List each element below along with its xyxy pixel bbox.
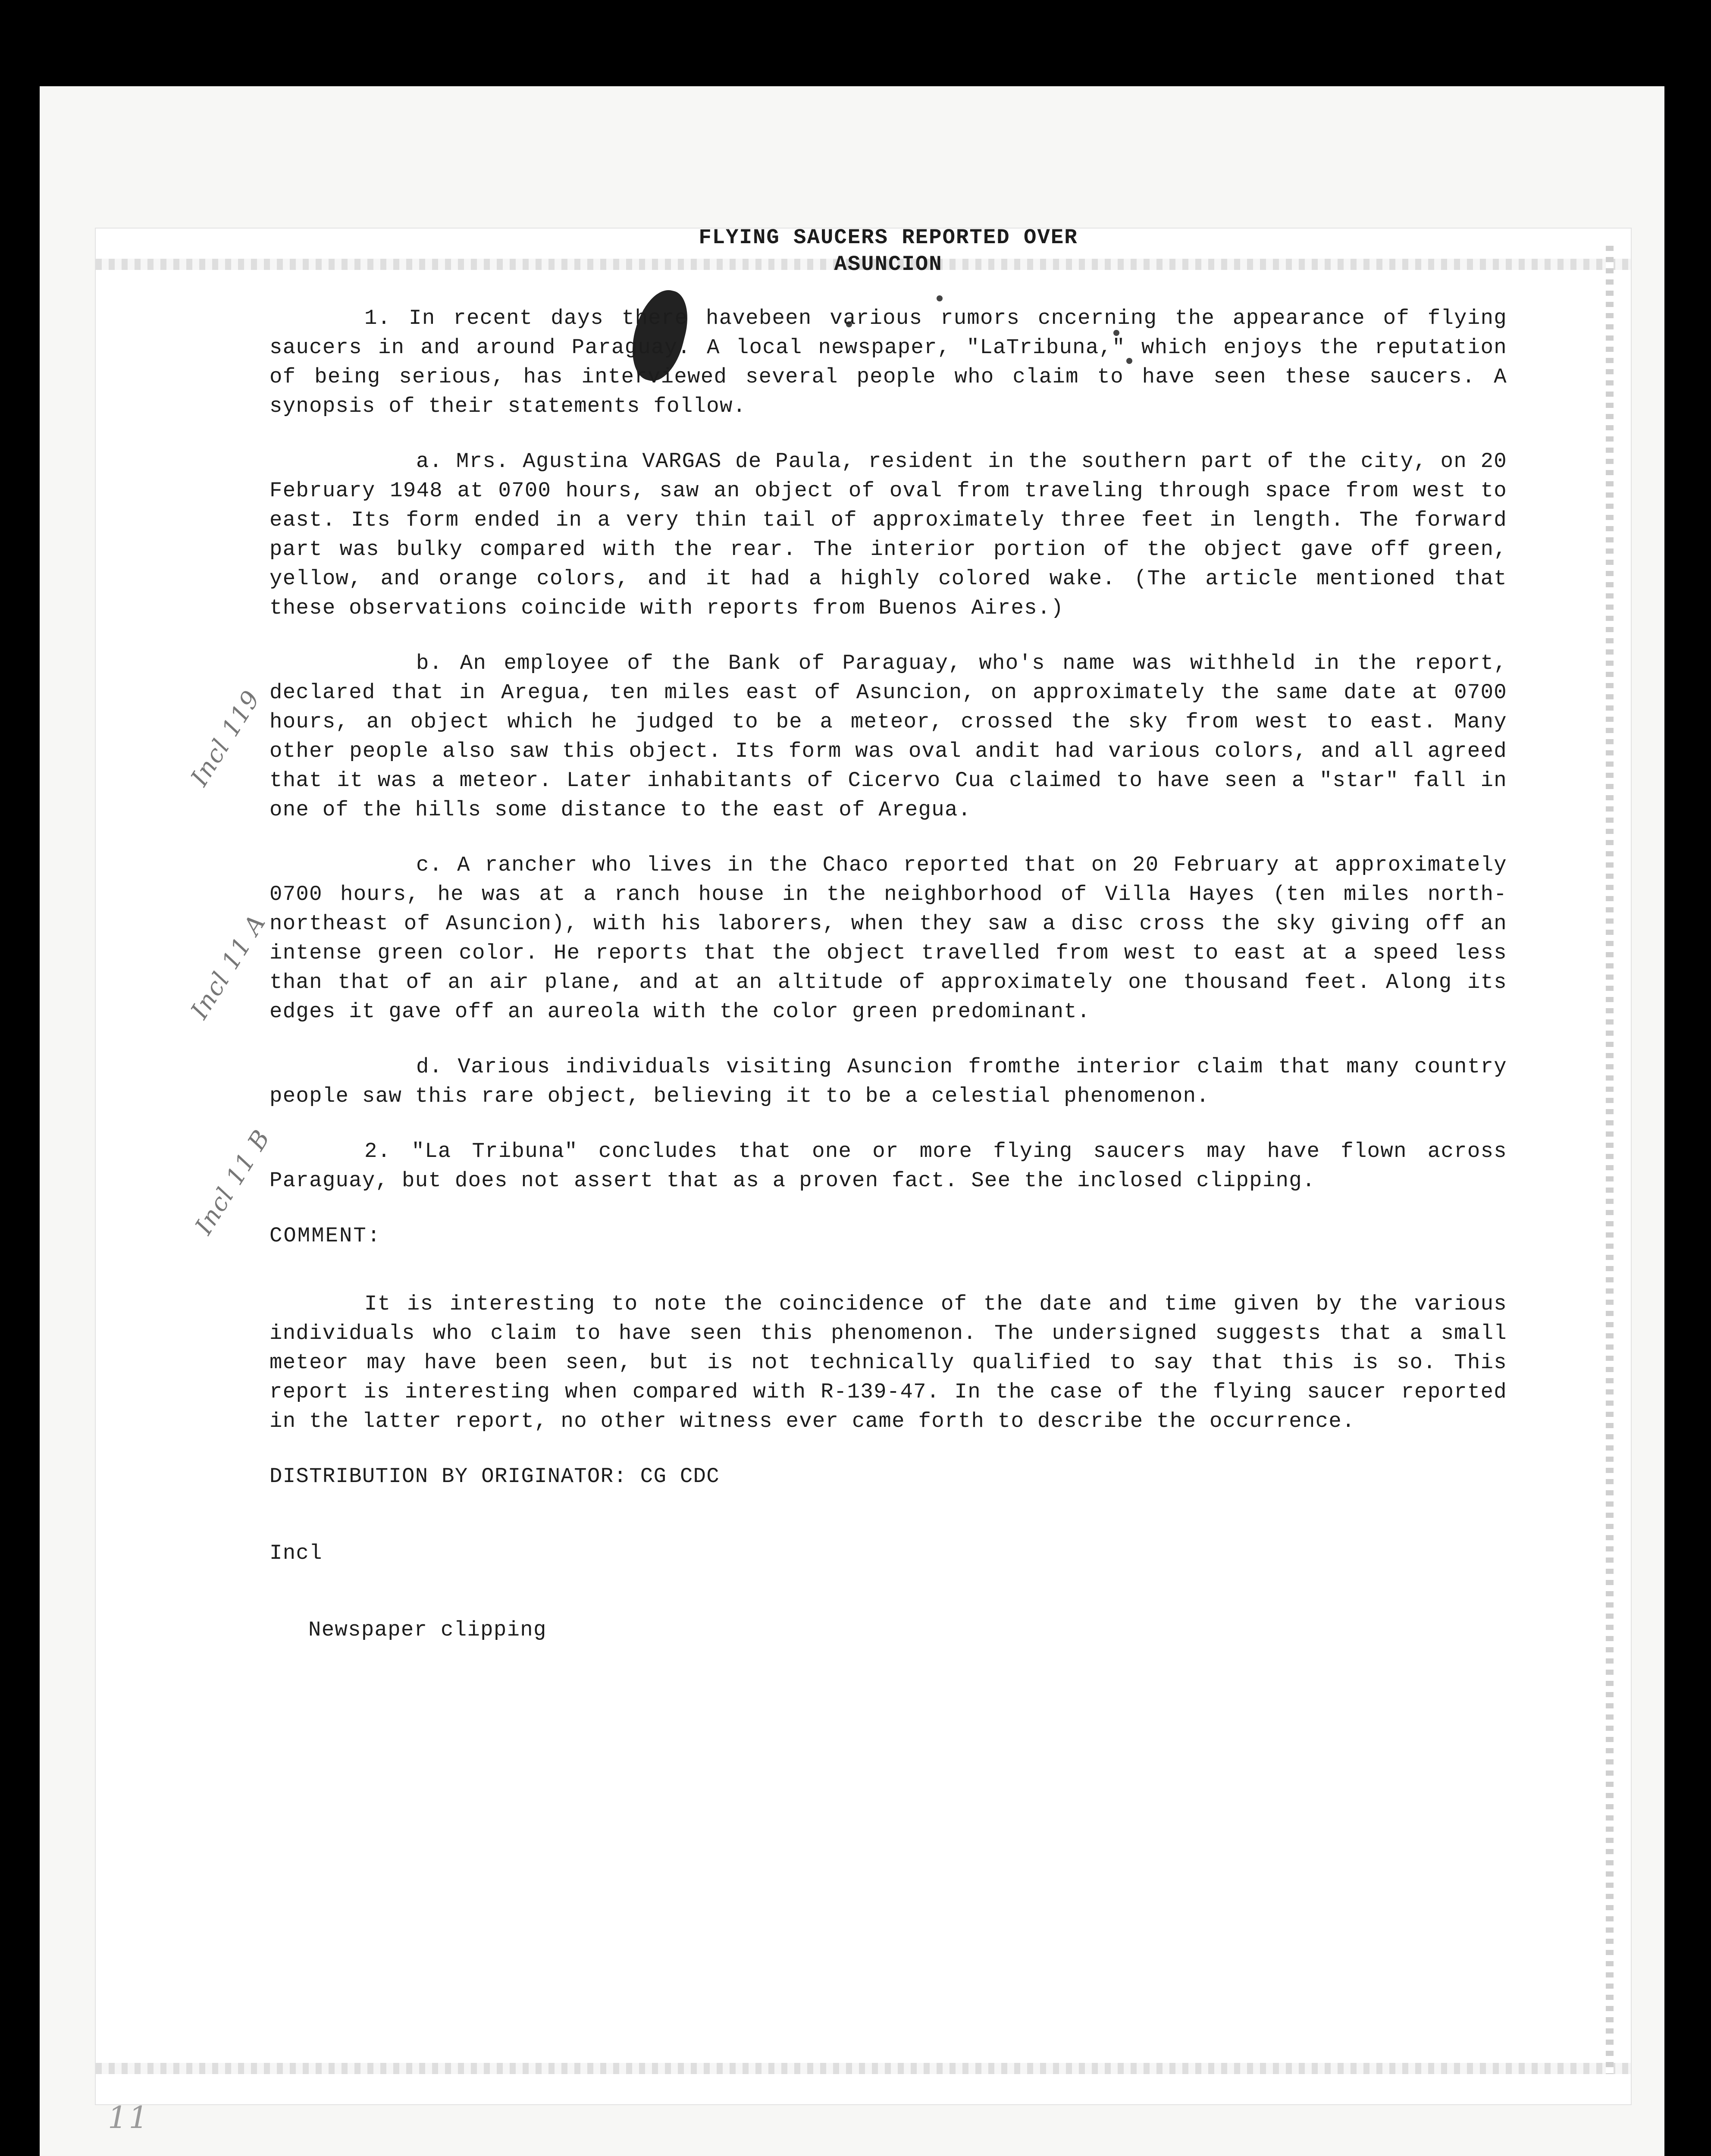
handwritten-bottom-mark: 11 (108, 2100, 150, 2135)
comment-label: COMMENT: (269, 1224, 382, 1248)
comment-text: It is interesting to note the coincidence of the date and time given by the various individuals who claim to have seen this phenomenon. The undersigned suggests that a small meteor may have been seen, but is not technically qualified to say that this is so. This report is interesting when compared with R-139-47. In the case of the flying saucer reported in the latter report, no other witness ever came forth to describe the occurrence. (269, 1292, 1507, 1433)
paragraph-2: 2. "La Tribuna" concludes that one or more flying saucers may have flown across Paraguay, but does not assert that as a proven fact. See the inclosed clipping. (269, 1139, 1507, 1193)
handwritten-note-incl-11a: Incl 11 A (185, 909, 272, 1024)
paragraph-a: a. Mrs. Agustina VARGAS de Paula, resident in the southern part of the city, on 20 February 1948 at 0700 hours, saw an object of oval from traveling through space from west to east. Its form ended in a very thin tail of approximately three feet in length. The forward part was bulky compared with the rear. The interior portion of the object gave off green, yellow, and orange colors, and it had a highly colored wake. (The article mentioned that these observations coincide with reports from Buenos Aires.) (269, 449, 1507, 620)
paragraph-c: c. A rancher who lives in the Chaco reported that on 20 February at approximately 0700 hours, he was at a ranch house in the neighborhood of Villa Hayes (ten miles north-northeast of Asuncion), with his laborers, when they saw a disc cross the sky giving off an intense green color. He reports that the object travelled from west to east at a speed less than that of an air plane, and at an altitude of approximately one thousand feet. Along its edges it gave off an aureola with the color green predominant. (269, 853, 1507, 1024)
handwritten-note-incl-11b: Incl 11 B (190, 1125, 276, 1240)
handwritten-note-incl-119: Incl 119 (185, 685, 266, 791)
document-body (269, 224, 1507, 1692)
distribution-line: DISTRIBUTION BY ORIGINATOR: CG CDC (269, 1464, 720, 1489)
title-line-1: FLYING SAUCERS REPORTED OVER (699, 226, 1078, 250)
page-right-edge (1606, 246, 1614, 2074)
document-title (269, 224, 1507, 278)
inclosure-label: Incl (269, 1541, 323, 1565)
paragraph-b: b. An employee of the Bank of Paraguay, who's name was withheld in the report, declared that in Aregua, ten miles east of Asuncion, on approximately the same date at 0700 hours, an object which he judged to be a meteor, crossed the sky from west to east. Many other people also saw this object. Its form was oval andit had various colors, and all agreed that it was a meteor. Later inhabitants of Cicervo Cua claimed to have seen a "star" fall in one of the hills some distance to the east of Aregua. (269, 651, 1507, 822)
inclosure-item: Newspaper clipping (308, 1618, 547, 1642)
paragraph-d: d. Various individuals visiting Asuncion fromthe interior claim that many country people saw this rare object, believing it to be a celestial phenomenon. (269, 1055, 1507, 1108)
paragraph-1: 1. In recent days there havebeen various rumors cncerning the appearance of flying saucers in and around Paraguay. A local newspaper, "LaTribuna," which enjoys the reputation of being serious, has interviewed several people who claim to have seen these saucers. A synopsis of their statements follow. (269, 306, 1507, 418)
title-line-2: ASUNCION (834, 252, 943, 276)
page-bottom-edge (96, 2063, 1631, 2074)
